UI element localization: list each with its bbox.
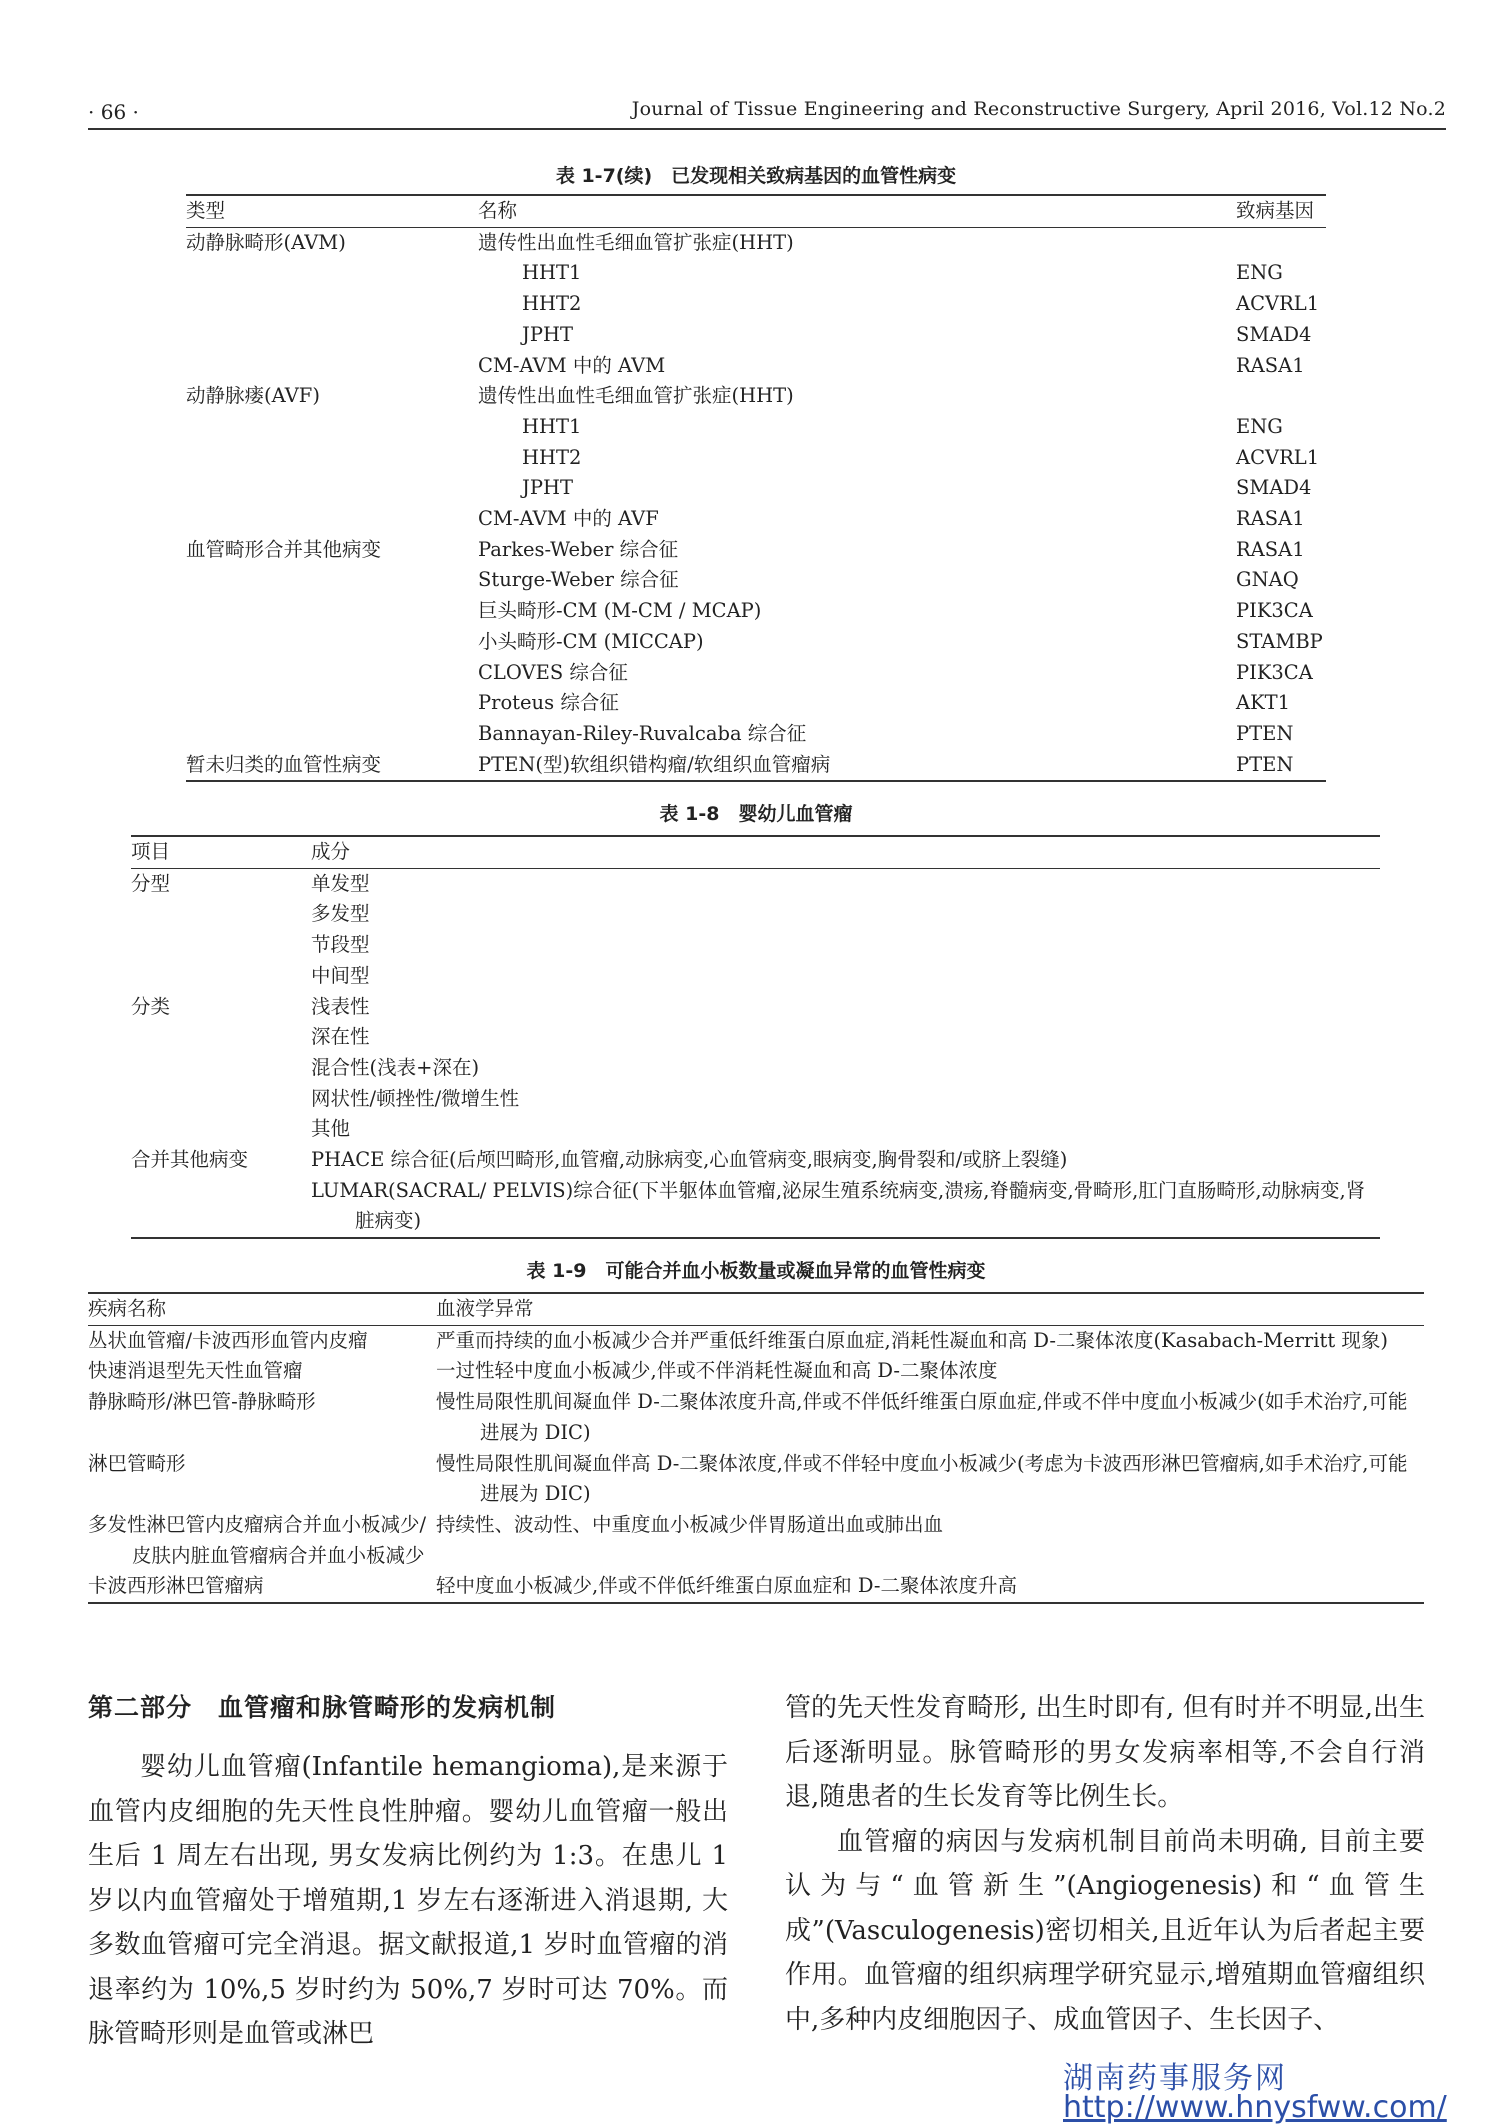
table-row [131,1176,1380,1238]
cell-type [186,443,478,474]
cell-content: PHACE 综合征(后颅凹畸形,血管瘤,动脉病变,心血管病变,眼病变,胸骨裂和/或脐上裂缝) [311,1148,1068,1172]
cell-type [186,258,478,289]
cell-gene [1236,381,1326,412]
table-row [186,565,1326,596]
table-row [88,1387,1424,1448]
cell-type: 动静脉瘘(AVF) [186,384,320,408]
table-header-row [131,836,1380,868]
body-paragraph: 血管瘤的病因与发病机制目前尚未明确, 目前主要认为与“血管新生”(Angiogenesis)和“血管生成”(Vasculogenesis)密切相关,且近年认为后者起主要作用。血管瘤的组织病理学研究显示,增殖期血管瘤组织中,多种内皮细胞因子、成血管因子、生长因子、 [785,1826,1425,2035]
cell-disease: 快速消退型先天性血管瘤 [88,1359,303,1383]
body-paragraph: 管的先天性发育畸形, 出生时即有, 但有时并不明显,出生后逐渐明显。脉管畸形的男女发病率相等,不会自行消退,随患者的生长发育等比例生长。 [785,1693,1425,1812]
cell-content: 多发型 [311,902,370,926]
cell-type [186,596,478,627]
cell-type [186,504,478,535]
cell-type [186,289,478,320]
col-header-type: 类型 [186,199,226,222]
table-1-9-body [88,1325,1424,1603]
table-1-7-body [186,227,1326,781]
cell-name: HHT2 [522,292,582,316]
cell-name: HHT2 [522,445,582,469]
cell-type [186,627,478,658]
col-header-name: 名称 [478,199,518,222]
col-header-disease: 疾病名称 [88,1297,167,1320]
cell-item [131,961,311,992]
table-row [186,688,1326,719]
cell-type [186,658,478,689]
cell-gene: STAMBP [1236,629,1323,653]
cell-name: JPHT [522,476,573,500]
table-1-9-caption: 表 1-9 可能合并血小板数量或凝血异常的血管性病变 [526,1260,986,1282]
cell-name: 小头畸形-CM (MICCAP) [478,629,704,653]
cell-name: Bannayan-Riley-Ruvalcaba 综合征 [478,721,807,745]
cell-type [186,351,478,382]
cell-abnormality: 慢性局限性肌间凝血伴 D-二聚体浓度升高,伴或不伴低纤维蛋白原血症,伴或不伴中度血小板减少(如手术治疗,可能进展为 DIC) [436,1390,1408,1444]
cell-content: 网状性/顿挫性/微增生性 [311,1086,520,1110]
cell-name: Parkes-Weber 综合征 [478,537,679,561]
table-row [131,1084,1380,1115]
col-header-content: 成分 [311,840,351,863]
table-row [186,443,1326,474]
cell-gene: RASA1 [1236,353,1305,377]
table-row [131,992,1380,1023]
table-row [186,320,1326,351]
cell-content: 浅表性 [311,994,370,1018]
table-row [186,719,1326,750]
cell-gene: RASA1 [1236,537,1305,561]
cell-disease: 丛状血管瘤/卡波西形血管内皮瘤 [88,1328,368,1352]
cell-gene: AKT1 [1236,691,1291,715]
section-title: 第二部分 血管瘤和脉管畸形的发病机制 [88,1693,557,1722]
cell-disease: 淋巴管畸形 [88,1451,186,1475]
cell-item [131,1176,311,1238]
cell-content: 中间型 [311,963,370,987]
table-row [131,899,1380,930]
cell-gene: PIK3CA [1236,599,1313,623]
table-row [186,535,1326,566]
cell-content: 单发型 [311,871,370,895]
table-header-row [186,195,1326,227]
cell-content: 混合性(浅表+深在) [311,1055,480,1079]
page-number: · 66 · [88,100,139,124]
cell-item [131,899,311,930]
cell-abnormality: 轻中度血小板减少,伴或不伴低纤维蛋白原血症和 D-二聚体浓度升高 [436,1574,1017,1598]
watermark-site-name: 湖南药事服务网 [1063,2061,1287,2096]
cell-item [131,1053,311,1084]
cell-gene: GNAQ [1236,568,1299,592]
right-column [785,1686,1425,2042]
col-header-abnormality: 血液学异常 [436,1297,534,1320]
cell-name: CM-AVM 中的 AVM [478,353,666,377]
table-row [186,596,1326,627]
table-1-7 [186,194,1326,782]
cell-type: 暂未归类的血管性病变 [186,752,382,776]
table-row [186,227,1326,258]
cell-name: 遗传性出血性毛细血管扩张症(HHT) [478,230,794,254]
journal-title: Journal of Tissue Engineering and Reconstructive Surgery, April 2016, Vol.12 No.2 [631,98,1446,120]
cell-abnormality: 持续性、波动性、中重度血小板减少伴胃肠道出血或肺出血 [436,1512,944,1536]
table-row [131,1022,1380,1053]
table-row [186,504,1326,535]
cell-name: 巨头畸形-CM (M-CM / MCAP) [478,599,762,623]
cell-type: 动静脉畸形(AVM) [186,230,346,254]
cell-item: 分型 [131,871,171,895]
cell-disease: 静脉畸形/淋巴管-静脉畸形 [88,1390,316,1414]
cell-item: 合并其他病变 [131,1148,249,1172]
cell-name: HHT1 [522,414,582,438]
table-row [131,1145,1380,1176]
cell-type [186,320,478,351]
table-row [88,1356,1424,1387]
cell-name: HHT1 [522,261,582,285]
table-1-8 [131,835,1380,1239]
cell-content: 其他 [311,1117,351,1141]
col-header-gene: 致病基因 [1236,199,1315,222]
cell-content: 深在性 [311,1025,370,1049]
cell-item [131,1114,311,1145]
table-row [186,627,1326,658]
cell-name: Sturge-Weber 综合征 [478,568,679,592]
watermark-link[interactable]: http://www.hnysfww.com/ [1063,2090,1447,2125]
body-paragraph: 婴幼儿血管瘤(Infantile hemangioma),是来源于血管内皮细胞的先天性良性肿瘤。婴幼儿血管瘤一般出生后 1 周左右出现, 男女发病比例约为 1:3。在患儿 1 岁以内血管瘤处于增殖期,1 岁左右逐渐进入消退期, 大多数血管瘤可完全消退。据文献报道,1 岁时血管瘤的消退率约为 10%,5 岁时约为 50%,7 岁时可达 70%。而脉管畸形则是血管或淋巴 [88,1752,728,2049]
cell-content: 节段型 [311,933,370,957]
cell-type: 血管畸形合并其他病变 [186,537,382,561]
page-header [88,92,1446,130]
table-row [186,351,1326,382]
table-row [186,381,1326,412]
table-1-8-body [131,868,1380,1238]
cell-gene: SMAD4 [1236,476,1312,500]
cell-item: 分类 [131,994,171,1018]
table-row [88,1325,1424,1356]
cell-item [131,1084,311,1115]
table-1-8-caption: 表 1-8 婴幼儿血管瘤 [659,803,853,825]
cell-name: JPHT [522,322,573,346]
table-row [131,868,1380,899]
table-1-9 [88,1292,1424,1604]
table-row [88,1510,1424,1571]
cell-gene: PTEN [1236,721,1294,745]
cell-gene: ENG [1236,414,1283,438]
cell-type [186,412,478,443]
table-row [131,930,1380,961]
cell-content: LUMAR(SACRAL/ PELVIS)综合征(下半躯体血管瘤,泌尿生殖系统病变,溃疡,脊髓病变,骨畸形,肛门直肠畸形,动脉病变,肾脏病变) [311,1178,1366,1233]
col-header-item: 项目 [131,840,171,863]
table-row [88,1449,1424,1510]
cell-name: CLOVES 综合征 [478,660,628,684]
cell-item [131,1022,311,1053]
table-header-row [88,1293,1424,1325]
cell-name: 遗传性出血性毛细血管扩张症(HHT) [478,384,794,408]
table-1-7-caption: 表 1-7(续) 已发现相关致病基因的血管性病变 [555,165,957,187]
cell-type [186,719,478,750]
table-row [88,1571,1424,1603]
cell-item [131,930,311,961]
cell-gene: RASA1 [1236,507,1305,531]
table-row [186,258,1326,289]
table-row [186,289,1326,320]
left-column [88,1745,728,2057]
cell-disease: 卡波西形淋巴管瘤病 [88,1574,264,1598]
cell-abnormality: 慢性局限性肌间凝血伴高 D-二聚体浓度,伴或不伴轻中度血小板减少(考虑为卡波西形淋巴管瘤病,如手术治疗,可能进展为 DIC) [436,1451,1408,1506]
table-row [131,1114,1380,1145]
cell-gene: ENG [1236,261,1283,285]
cell-name: Proteus 综合征 [478,691,619,715]
cell-abnormality: 一过性轻中度血小板减少,伴或不伴消耗性凝血和高 D-二聚体浓度 [436,1359,998,1383]
table-row [186,658,1326,689]
cell-disease: 多发性淋巴管内皮瘤病合并血小板减少/皮肤内脏血管瘤病合并血小板减少 [88,1512,427,1567]
table-row [186,473,1326,504]
cell-gene [1236,227,1326,258]
cell-gene: ACVRL1 [1236,292,1320,316]
table-row [131,1053,1380,1084]
cell-gene: PIK3CA [1236,660,1313,684]
table-row [186,750,1326,782]
table-row [131,961,1380,992]
cell-name: CM-AVM 中的 AVF [478,507,659,531]
cell-gene: ACVRL1 [1236,445,1320,469]
cell-gene: SMAD4 [1236,322,1312,346]
cell-type [186,688,478,719]
cell-type [186,565,478,596]
table-row [186,412,1326,443]
cell-type [186,473,478,504]
cell-name: PTEN(型)软组织错构瘤/软组织血管瘤病 [478,752,831,776]
cell-gene: PTEN [1236,752,1294,776]
cell-abnormality: 严重而持续的血小板减少合并严重低纤维蛋白原血症,消耗性凝血和高 D-二聚体浓度(Kasabach-Merritt 现象) [436,1328,1388,1352]
